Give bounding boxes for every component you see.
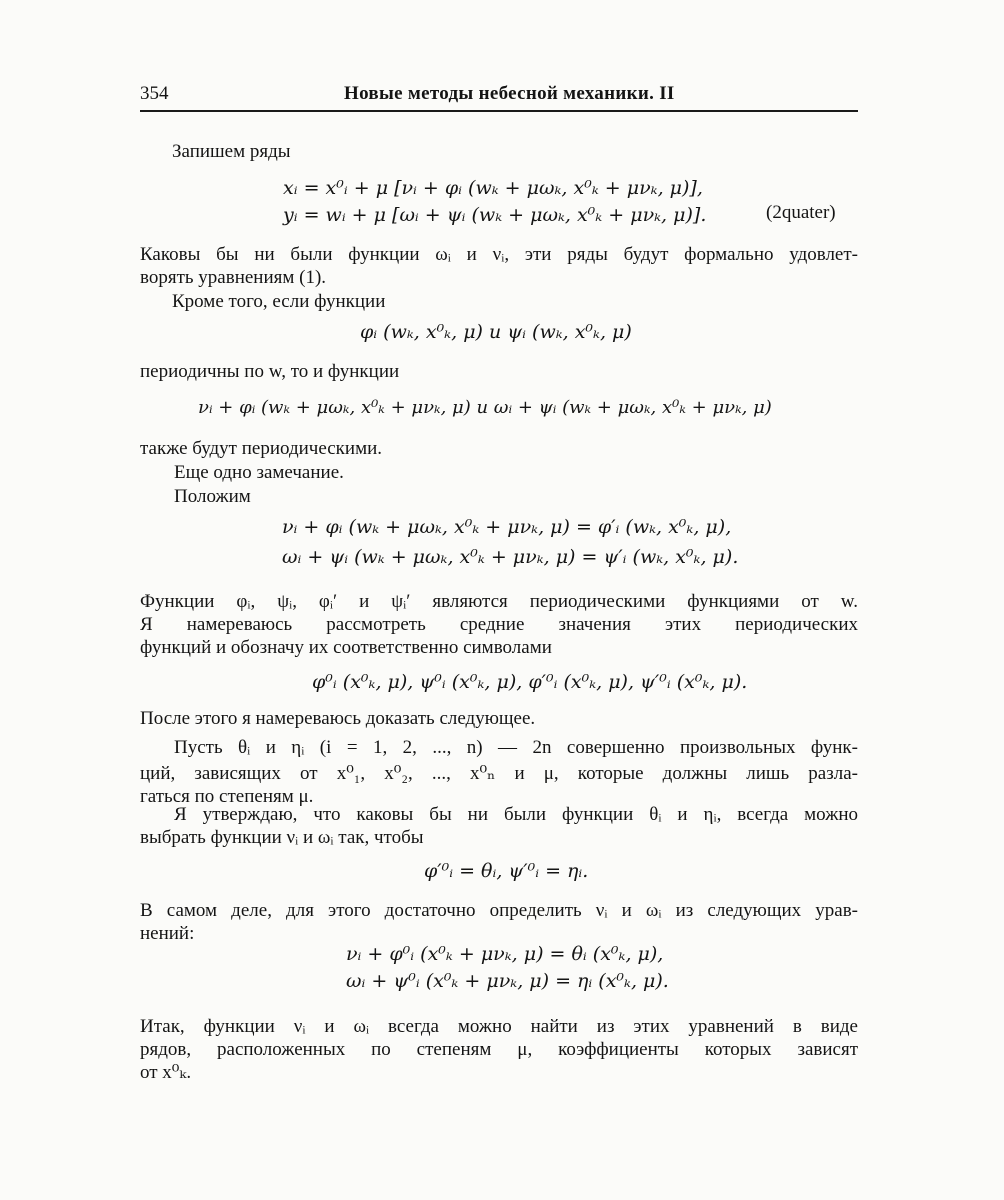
paragraph-12-line-1: Итак, функции νᵢ и ωᵢ всегда можно найти из этих уравнений в виде: [140, 1016, 858, 1037]
paragraph-9-line-2: ций, зависящих от x⁰₁, x⁰₂, ..., x⁰ₙ и μ, которые должны лишь разла-: [140, 763, 858, 784]
paragraph-4: также будут периодическими.: [140, 438, 383, 459]
paragraph-7-line-2: Я намереваюсь рассмотреть средние значения этих периодических: [140, 614, 858, 635]
paragraph-6: Положим: [174, 486, 251, 507]
paragraph-7-line-3: функций и обозначу их соответственно символами: [140, 637, 552, 658]
equation-def-1: νᵢ + φᵢ (wₖ + μωₖ, x⁰ₖ + μνₖ, μ) = φ′ᵢ (wₖ, x⁰ₖ, μ),: [282, 516, 732, 538]
paragraph-10-line-1: Я утверждаю, что каковы бы ни были функции θᵢ и ηᵢ, всегда можно: [174, 804, 858, 825]
paragraph-11-line-1: В самом деле, для этого достаточно определить νᵢ и ωᵢ из следующих урав-: [140, 900, 858, 921]
equation-label: (2quater): [766, 202, 836, 223]
equation-def-2: ωᵢ + ψᵢ (wₖ + μωₖ, x⁰ₖ + μνₖ, μ) = ψ′ᵢ (wₖ, x⁰ₖ, μ).: [282, 546, 739, 568]
paragraph-12-line-2: рядов, расположенных по степеням μ, коэффициенты которых зависят: [140, 1039, 858, 1060]
page-number: 354: [140, 83, 169, 104]
equation-system-2: ωᵢ + ψ⁰ᵢ (x⁰ₖ + μνₖ, μ) = ηᵢ (x⁰ₖ, μ).: [346, 970, 669, 992]
equation-y: yᵢ = wᵢ + μ [ωᵢ + ψᵢ (wₖ + μωₖ, x⁰ₖ + μνₖ, μ)].: [283, 204, 707, 226]
intro-text: Запишем ряды: [172, 141, 291, 162]
equation-system-1: νᵢ + φ⁰ᵢ (x⁰ₖ + μνₖ, μ) = θᵢ (x⁰ₖ, μ),: [346, 943, 664, 965]
equation-x: xᵢ = x⁰ᵢ + μ [νᵢ + φᵢ (wₖ + μωₖ, x⁰ₖ + μνₖ, μ)],: [283, 177, 703, 199]
paragraph-3: периодичны по w, то и функции: [140, 361, 400, 382]
running-title: Новые методы небесной механики. II: [344, 83, 675, 104]
equation-equal: φ′⁰ᵢ = θᵢ, ψ′⁰ᵢ = ηᵢ.: [424, 860, 589, 882]
paragraph-8: После этого я намереваюсь доказать следующее.: [140, 708, 536, 729]
equation-means: φ⁰ᵢ (x⁰ₖ, μ), ψ⁰ᵢ (x⁰ₖ, μ), φ′⁰ᵢ (x⁰ₖ, μ), ψ′⁰ᵢ (x⁰ₖ, μ).: [312, 671, 748, 693]
paragraph-7-line-1: Функции φᵢ, ψᵢ, φᵢ′ и ψᵢ′ являются периодическими функциями от w.: [140, 591, 858, 612]
paragraph-1-line-1: Каковы бы ни были функции ωᵢ и νᵢ, эти ряды будут формально удовлет-: [140, 244, 858, 265]
equation-phi-psi: φᵢ (wₖ, x⁰ₖ, μ) и ψᵢ (wₖ, x⁰ₖ, μ): [360, 321, 632, 343]
paragraph-11-line-2: нений:: [140, 923, 195, 944]
paragraph-10-line-2: выбрать функции νᵢ и ωᵢ так, чтобы: [140, 827, 424, 848]
paragraph-5: Еще одно замечание.: [174, 462, 344, 483]
paragraph-2: Кроме того, если функции: [172, 291, 386, 312]
paragraph-1-line-2: ворять уравнениям (1).: [140, 267, 327, 288]
paragraph-9-line-1: Пусть θᵢ и ηᵢ (i = 1, 2, ..., n) — 2n совершенно произвольных функ-: [174, 737, 858, 758]
equation-sum: νᵢ + φᵢ (wₖ + μωₖ, x⁰ₖ + μνₖ, μ) и ωᵢ + ψᵢ (wₖ + μωₖ, x⁰ₖ + μνₖ, μ): [198, 397, 772, 418]
header-rule: [140, 110, 858, 112]
paragraph-9-line-3: гаться по степеням μ.: [140, 786, 314, 807]
paragraph-12-line-3: от x⁰ₖ.: [140, 1062, 192, 1083]
